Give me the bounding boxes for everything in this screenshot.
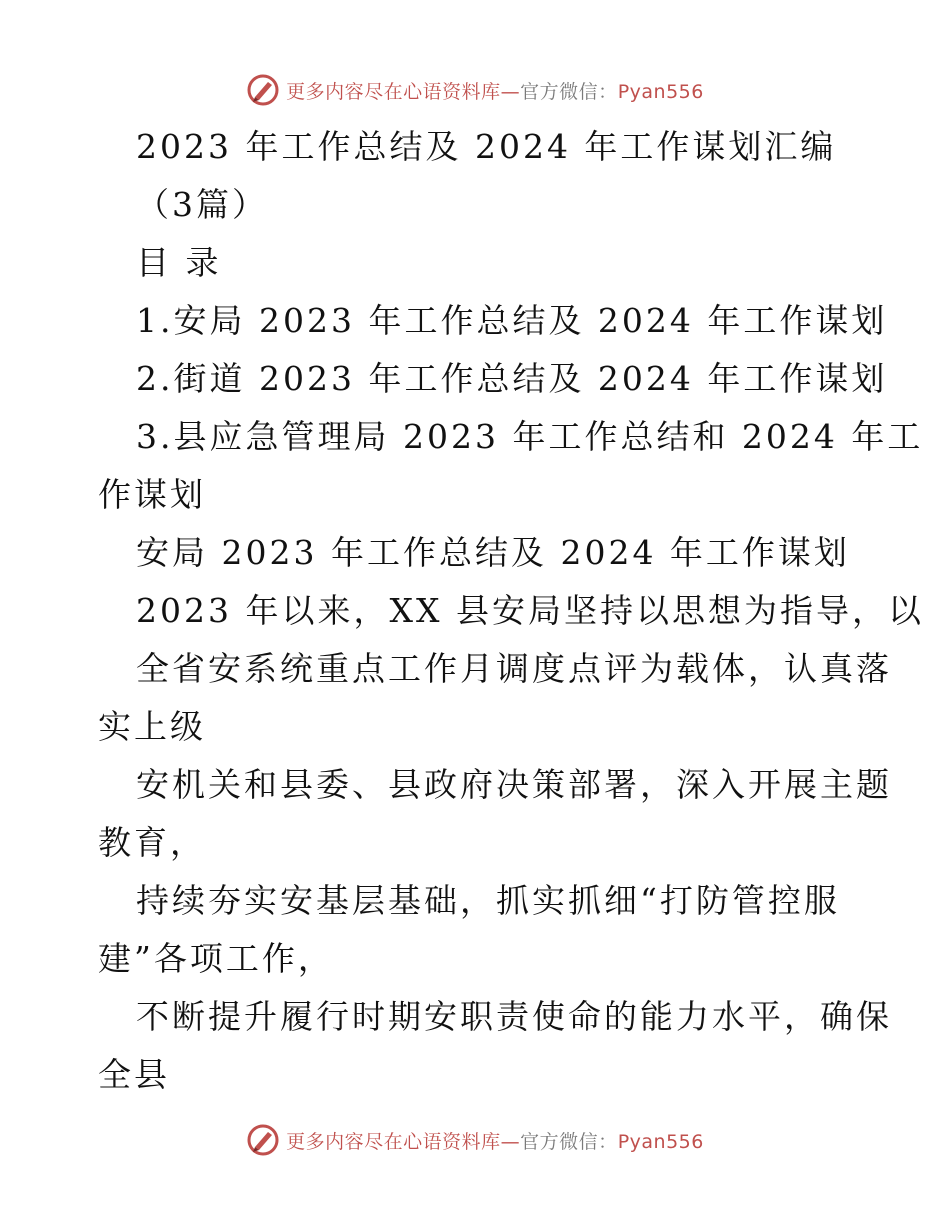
watermark-banner-bottom xyxy=(0,1118,950,1162)
banner-wechat-label: 官方微信： xyxy=(520,1130,618,1153)
body-line-2: 全省安系统重点工作月调度点评为载体，认真落 xyxy=(136,649,892,688)
toc-item-2: 2.街道 2023 年工作总结及 2024 年工作谋划 xyxy=(136,359,888,398)
body-line-3: 实上级 xyxy=(98,707,206,746)
banner-dash: — xyxy=(500,80,521,103)
section-title: 安局 2023 年工作总结及 2024 年工作谋划 xyxy=(136,533,850,572)
watermark-banner-top xyxy=(0,68,950,112)
toc-item-3-continued: 作谋划 xyxy=(98,475,206,514)
document-title-line-2: （3篇） xyxy=(136,185,268,224)
toc-heading: 目 录 xyxy=(136,243,222,282)
banner-main-text: 更多内容尽在心语资料库 xyxy=(286,80,501,103)
body-line-7: 建”各项工作， xyxy=(98,939,334,978)
toc-item-3: 3.县应急管理局 2023 年工作总结和 2024 年工 xyxy=(136,417,924,456)
body-line-4: 安机关和县委、县政府决策部署，深入开展主题 xyxy=(136,765,892,804)
banner-wechat-label: 官方微信： xyxy=(520,80,618,103)
document-title-line-1: 2023 年工作总结及 2024 年工作谋划汇编 xyxy=(136,127,837,166)
banner-main-text: 更多内容尽在心语资料库 xyxy=(286,1130,501,1153)
body-line-9: 全县 xyxy=(98,1055,170,1094)
document-body xyxy=(98,118,924,1104)
body-line-6: 持续夯实安基层基础，抓实抓细“打防管控服 xyxy=(136,881,840,920)
pen-logo-icon xyxy=(246,1123,280,1157)
pen-logo-icon xyxy=(246,73,280,107)
body-line-1: 2023 年以来，XX 县安局坚持以思想为指导，以 xyxy=(136,591,924,630)
body-line-5: 教育， xyxy=(98,823,206,862)
banner-wechat-id: Pyan556 xyxy=(617,1130,704,1153)
banner-dash: — xyxy=(500,1130,521,1153)
banner-wechat-id: Pyan556 xyxy=(617,80,704,103)
body-line-8: 不断提升履行时期安职责使命的能力水平，确保 xyxy=(136,997,892,1036)
toc-item-1: 1.安局 2023 年工作总结及 2024 年工作谋划 xyxy=(136,301,888,340)
